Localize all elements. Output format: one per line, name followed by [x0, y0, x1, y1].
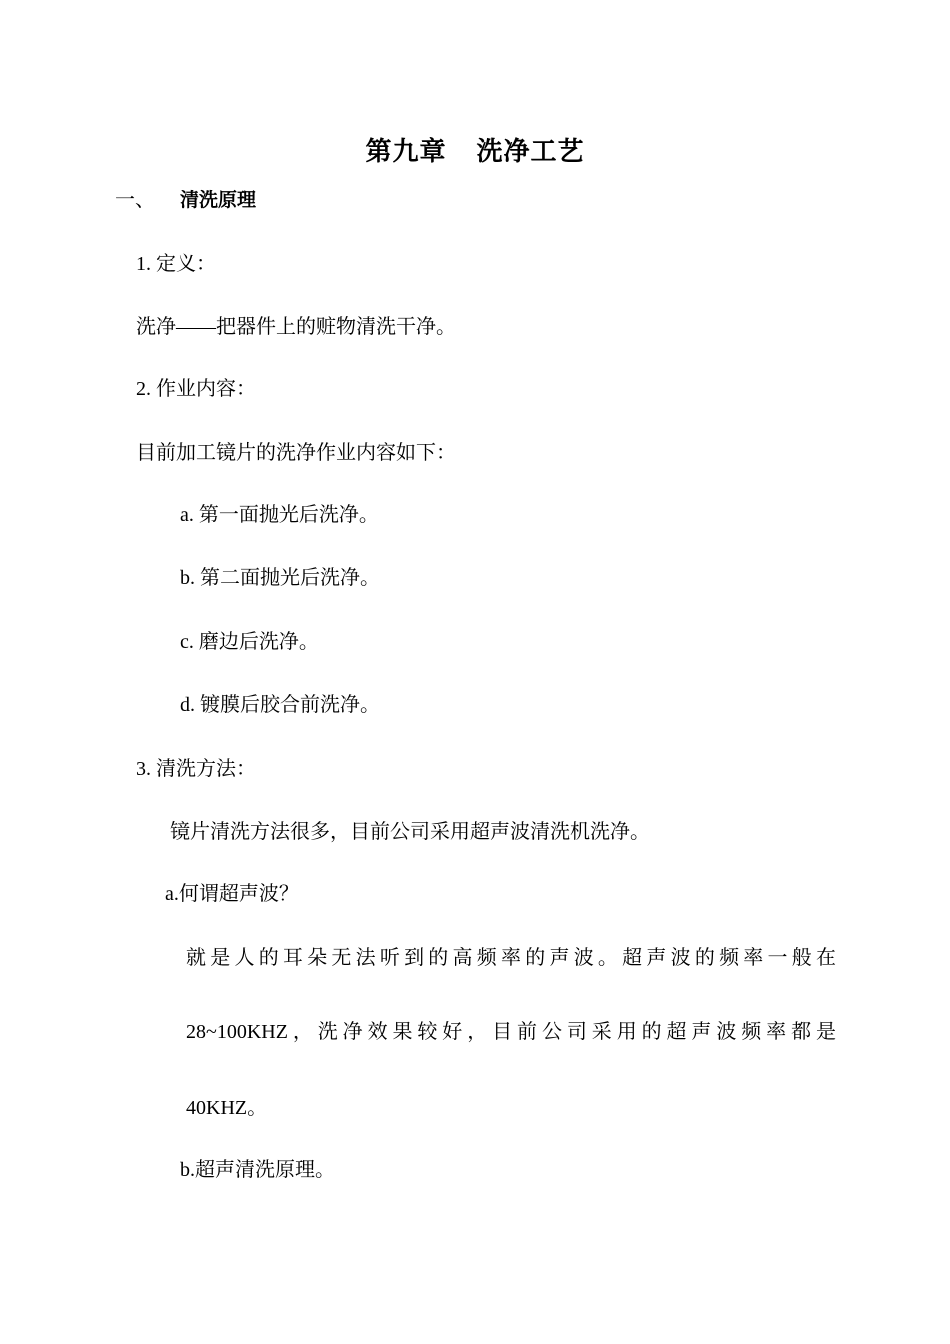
chapter-title — [0, 136, 950, 168]
ultrasonic-paragraph-line-3: 40KHZ。 — [186, 1097, 268, 1119]
work-item-d: d. 镀膜后胶合前洗净。 — [180, 694, 380, 716]
ultrasonic-question-heading: a.何谓超声波？ — [165, 883, 299, 905]
definition-heading: 1. 定义： — [136, 253, 216, 275]
ultrasonic-line-1-text: 就是人的耳朵无法听到的高频率的声波。超声波的频率一般在 — [186, 947, 836, 969]
chapter-number: 第九章 — [365, 137, 447, 167]
work-content-heading: 2. 作业内容： — [136, 378, 256, 400]
method-heading: 3. 清洗方法： — [136, 758, 256, 780]
definition-text: 洗净——把器件上的赃物清洗干净。 — [136, 316, 456, 338]
ultrasonic-line-2-text: 28~100KHZ，洗净效果较好，目前公司采用的超声波频率都是 — [186, 1021, 836, 1043]
ultrasonic-paragraph-line-1 — [186, 946, 836, 970]
work-item-a: a. 第一面抛光后洗净。 — [180, 504, 379, 526]
section-title: 清洗原理 — [180, 189, 257, 211]
ultrasonic-principle-heading: b.超声清洗原理。 — [180, 1159, 335, 1181]
work-item-c: c. 磨边后洗净。 — [180, 631, 319, 653]
section-number: 一、 — [115, 189, 155, 211]
chapter-name: 洗净工艺 — [476, 137, 585, 167]
work-item-b: b. 第二面抛光后洗净。 — [180, 567, 380, 589]
ultrasonic-paragraph-line-2 — [186, 1020, 836, 1044]
work-content-intro: 目前加工镜片的洗净作业内容如下： — [136, 442, 456, 464]
method-text: 镜片清洗方法很多，目前公司采用超声波清洗机洗净。 — [170, 821, 650, 843]
